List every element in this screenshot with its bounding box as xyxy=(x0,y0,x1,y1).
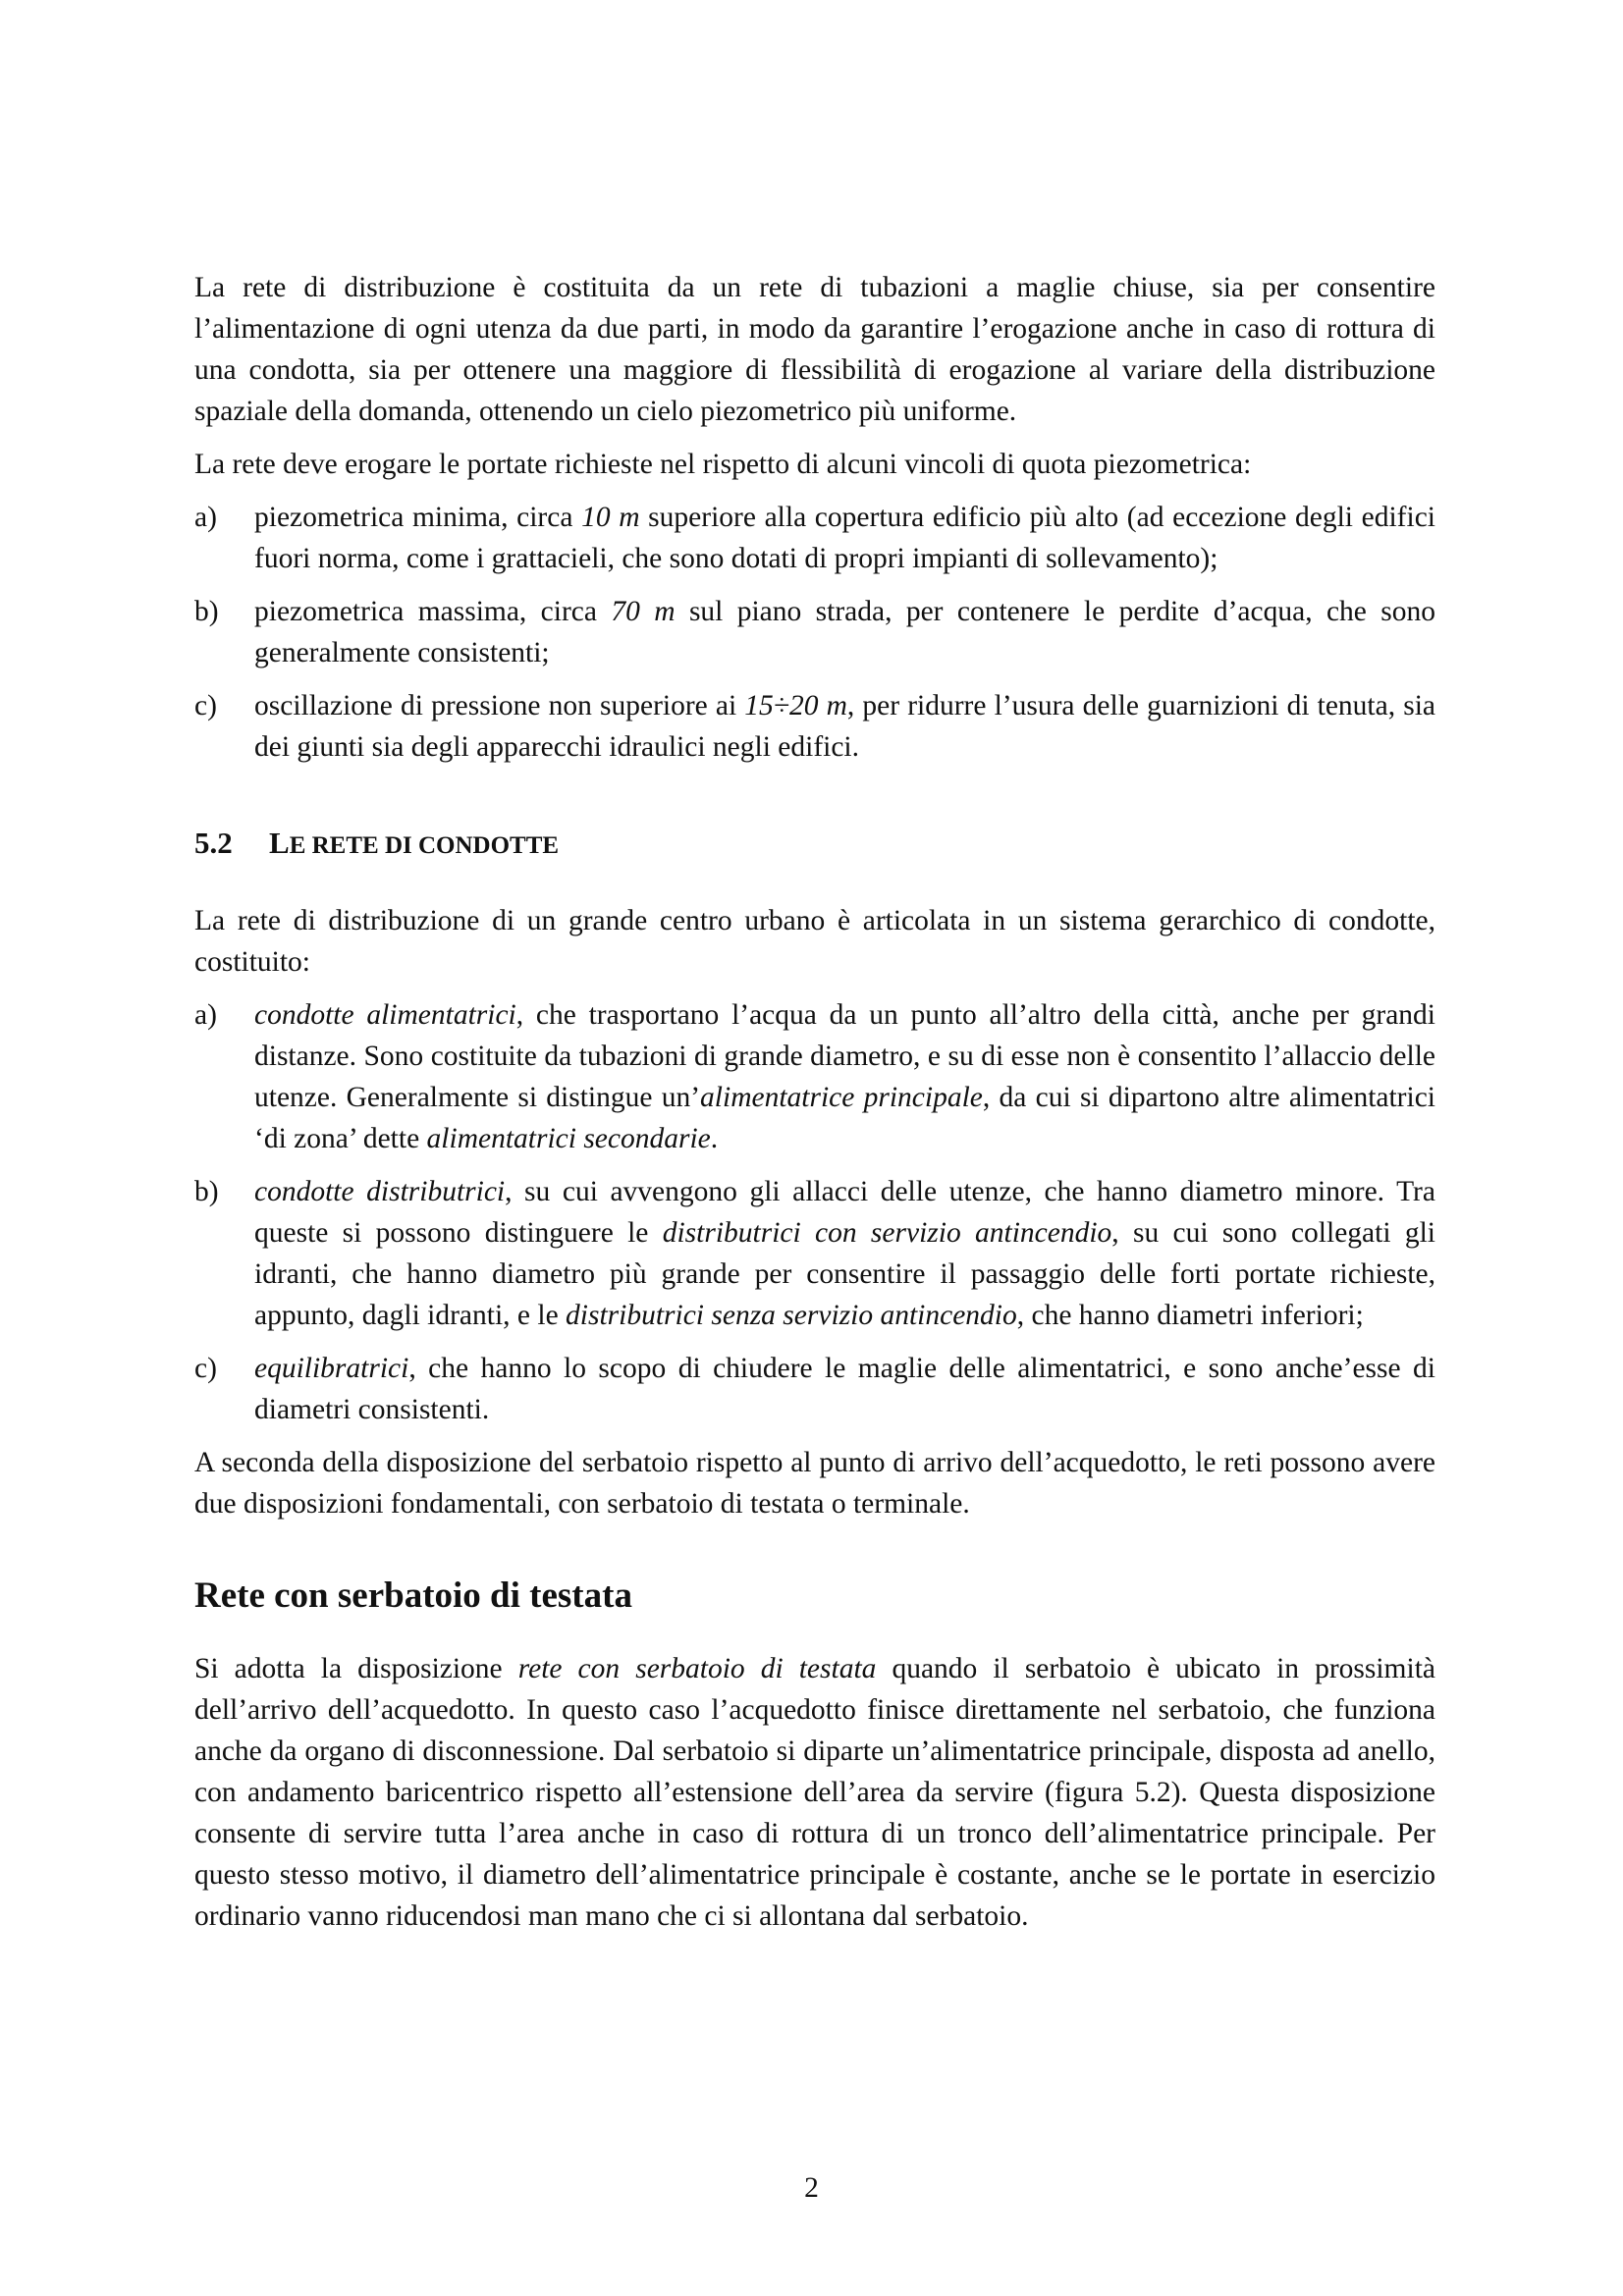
section-paragraph-1: La rete di distribuzione di un grande centro urbano è articolata in un sistema gerarchico di condotte, costituito: xyxy=(194,905,1435,978)
section-heading xyxy=(194,823,1435,867)
list-item xyxy=(194,497,1435,579)
list-emphasis: 10 m xyxy=(581,502,640,533)
list-text: . xyxy=(710,1123,719,1154)
section-paragraph-2: A seconda della disposizione del serbatoio rispetto al punto di arrivo dell’acquedotto, le reti possono avere due disposizioni fondamentali, con serbatoio di testata o terminale. xyxy=(194,1447,1435,1520)
intro-paragraph-2: La rete deve erogare le portate richieste nel rispetto di alcuni vincoli di quota piezometrica: xyxy=(194,449,1252,480)
list-emphasis: 15÷20 m xyxy=(744,690,847,721)
list-marker: b) xyxy=(194,596,219,627)
list-item xyxy=(194,1348,1435,1430)
list-emphasis: alimentatrice principale xyxy=(700,1082,983,1113)
list-emphasis: condotte alimentatrici xyxy=(254,999,516,1031)
list-text: , che hanno diametri inferiori; xyxy=(1016,1300,1364,1331)
list-text: , che hanno lo scopo di chiudere le maglie delle alimentatrici, e sono anche’esse di diametri consistenti. xyxy=(254,1353,1435,1425)
list-emphasis: equilibratrici xyxy=(254,1353,409,1384)
pressure-constraints-list xyxy=(194,497,1435,768)
list-text: , su cui sono collegati gli idranti, che hanno diametro più grande per consentire il passaggio delle forti portate richieste, appunto, dagli idranti, e le xyxy=(254,1217,1435,1331)
paragraph-text: quando il serbatoio è ubicato in prossimità dell’arrivo dell’acquedotto. In questo caso l’acquedotto finisce direttamente nel serbatoio, che funziona anche da organo di disconnessione. Dal serbatoio si diparte un’alimentatrice principale, disposta ad anello, con andamento baricentrico rispetto all’estensione dell’area da servire (figura 5.2). Questa disposizione consente di servire tutta l’area anche in caso di rottura di un tronco dell’alimentatrice principale. Per questo stesso motivo, il diametro dell’alimentatrice principale è costante, anche se le portate in esercizio ordinario vanno riducendosi man mano che ci si allontana dal serbatoio. xyxy=(194,1653,1435,1932)
list-text: , per ridurre l’usura delle guarnizioni di tenuta, sia dei giunti sia degli apparecchi idraulici negli edifici. xyxy=(254,690,1435,763)
intro-paragraph-1: La rete di distribuzione è costituita da un rete di tubazioni a maglie chiuse, sia per consentire l’alimentazione di ogni utenza da due parti, in modo da garantire l’erogazione anche in caso di rottura di una condotta, sia per ottenere una maggiore di flessibilità di erogazione al variare della distribuzione spaziale della domanda, ottenendo un cielo piezometrico più uniforme. xyxy=(194,272,1435,427)
section-title-initial: L xyxy=(269,826,290,860)
paragraph-emphasis: rete con serbatoio di testata xyxy=(517,1653,877,1684)
list-marker: a) xyxy=(194,999,217,1031)
list-text: sul piano strada, per contenere le perdite d’acqua, che sono generalmente consistenti; xyxy=(254,596,1435,668)
section-title-rest: E RETE DI CONDOTTE xyxy=(289,832,560,859)
list-item xyxy=(194,685,1435,768)
list-emphasis: distributrici con servizio antincendio xyxy=(662,1217,1112,1249)
list-marker: b) xyxy=(194,1176,219,1207)
list-marker: c) xyxy=(194,1353,217,1384)
list-marker: c) xyxy=(194,690,217,721)
list-emphasis: 70 m xyxy=(611,596,676,627)
list-text: superiore alla copertura edificio più alto (ad eccezione degli edifici fuori norma, come i grattacieli, che sono dotati di propri impianti di sollevamento); xyxy=(254,502,1435,574)
section-number: 5.2 xyxy=(194,826,233,860)
list-marker: a) xyxy=(194,502,217,533)
list-text: , su cui avvengono gli allacci delle utenze, che hanno diametro minore. Tra queste si possono distinguere le xyxy=(254,1176,1435,1249)
list-item xyxy=(194,1171,1435,1336)
list-emphasis: alimentatrici secondarie xyxy=(426,1123,711,1154)
subsection-heading: Rete con serbatoio di testata xyxy=(194,1575,632,1616)
subsection-paragraph xyxy=(194,1648,1435,1937)
paragraph-text: Si adotta la disposizione xyxy=(194,1653,518,1684)
list-text: , da cui si dipartono altre alimentatrici ‘di zona’ dette xyxy=(254,1082,1435,1154)
list-emphasis: distributrici senza servizio antincendio xyxy=(566,1300,1017,1331)
list-emphasis: condotte distributrici xyxy=(254,1176,506,1207)
pipe-types-list xyxy=(194,994,1435,1430)
page-content xyxy=(194,267,1435,1937)
page-number: 2 xyxy=(804,2172,819,2204)
list-text: piezometrica minima, circa xyxy=(254,502,582,533)
list-text: oscillazione di pressione non superiore ai xyxy=(254,690,745,721)
list-item xyxy=(194,994,1435,1159)
list-text: piezometrica massima, circa xyxy=(254,596,612,627)
list-text: , che trasportano l’acqua da un punto all’altro della città, anche per grandi distanze. Sono costituite da tubazioni di grande diametro, e su di esse non è consentito l’allaccio delle utenze. Generalmente si distingue un’ xyxy=(254,999,1435,1113)
list-item xyxy=(194,591,1435,673)
